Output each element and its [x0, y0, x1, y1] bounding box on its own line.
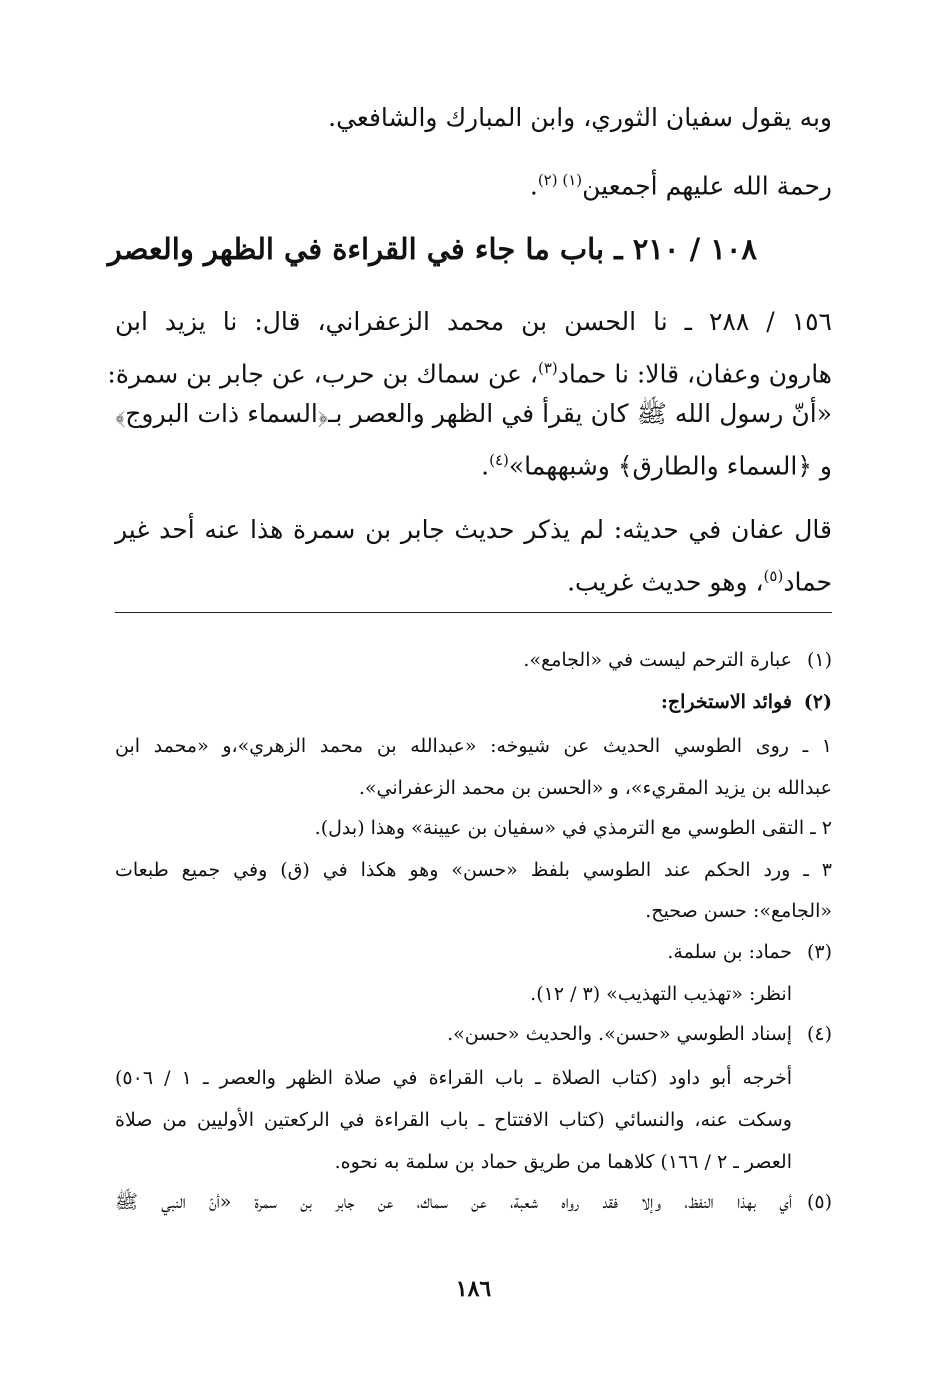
footnote-ref: (١) (٢): [537, 171, 583, 189]
text-span: .: [481, 451, 490, 481]
footnote-4: [447, 1018, 832, 1050]
footnote-separator: [115, 612, 832, 613]
footnote-line: [645, 895, 832, 927]
footnote-1: [523, 644, 832, 676]
footnote-ref: (٥): [763, 567, 784, 585]
footnote-line: [335, 1146, 792, 1178]
footnote-line: [359, 772, 832, 804]
text-span: ١٥٦ / ٢٨٨ ـ نا الحسن بن محمد الزعفراني، قال: نا يزيد ابن: [115, 307, 832, 336]
text-line: [115, 302, 832, 342]
footnote-number: (٤): [806, 1023, 832, 1045]
text-line: [567, 556, 832, 602]
text-line: [328, 98, 832, 138]
text-span: «أنّ رسول الله ﷺ كان يقرأ في الظهر والعصر بـ﴿السماء ذات البروج﴾: [115, 399, 832, 428]
text-span: .: [529, 171, 538, 201]
footnote-line: [115, 730, 832, 762]
text-span: رحمة الله عليهم أجمعين: [582, 171, 832, 201]
footnote-text: فوائد الاستخراج:: [660, 691, 792, 713]
footnote-text: أي بهذا النفظ، وإلا فقد رواه شعبة، عن سماك، عن جابر بن سمرة «أنّ النبي ﷺ: [115, 1191, 792, 1213]
footnote-line: [315, 812, 832, 844]
page-number: ١٨٦: [455, 1276, 492, 1302]
text-line: [107, 348, 832, 394]
footnote-text: حماد: بن سلمة.: [667, 941, 792, 963]
text-line: [115, 394, 832, 434]
footnote-line: [530, 978, 792, 1010]
chapter-heading: ١٠٨ / ٢١٠ ـ باب ما جاء في القراءة في الظهر والعصر: [107, 232, 757, 266]
footnote-line: [115, 854, 832, 886]
footnote-text: ١ ـ روى الطوسي الحديث عن شيوخه: «عبدالله بن محمد الزهري»،و «محمد ابن: [115, 735, 832, 757]
text-span: حماد: [783, 567, 832, 597]
footnote-line: [115, 1104, 792, 1136]
text-line: [115, 510, 832, 550]
footnote-line: [115, 1062, 792, 1094]
text-span: ، وهو حديث غريب.: [567, 567, 764, 597]
footnote-2: [661, 686, 832, 718]
footnote-text: العصر ـ ٢ / ١٦٦) كلاهما من طريق حماد بن سلمة به نحوه.: [334, 1151, 792, 1173]
footnote-5: [115, 1186, 832, 1218]
text-span: و ﴿السماء والطارق﴾ وشبههما»: [508, 451, 832, 481]
footnote-number: (٥): [806, 1191, 832, 1213]
footnote-text: «الجامع»: حسن صحيح.: [645, 900, 832, 922]
text-span: وبه يقول سفيان الثوري، وابن المبارك والشافعي.: [328, 103, 832, 132]
footnote-ref: (٣): [537, 359, 558, 377]
footnote-text: إسناد الطوسي «حسن». والحديث «حسن».: [447, 1023, 792, 1045]
footnote-text: وسكت عنه، والنسائي (كتاب الافتتاح ـ باب القراءة في الركعتين الأوليين من صلاة: [115, 1109, 792, 1131]
footnote-number: (٢): [803, 691, 832, 713]
text-line: [530, 160, 832, 206]
text-span: ، عن سماك بن حرب، عن جابر بن سمرة:: [107, 359, 538, 389]
footnote-text: عبدالله بن يزيد المقريء»، و «الحسن بن محمد الزعفراني».: [358, 777, 832, 799]
text-line: [481, 440, 832, 486]
footnote-ref: (٤): [489, 451, 509, 469]
footnote-text: عبارة الترحم ليست في «الجامع».: [523, 649, 792, 671]
text-span: قال عفان في حديثه: لم يذكر حديث جابر بن سمرة هذا عنه أحد غير: [115, 515, 832, 544]
footnote-number: (٣): [806, 941, 832, 963]
footnote-text: انظر: «تهذيب التهذيب» (٣ / ١٢).: [530, 983, 792, 1005]
footnote-text: ٢ ـ التقى الطوسي مع الترمذي في «سفيان بن عيينة» وهذا (بدل).: [314, 817, 832, 839]
footnote-3: [667, 936, 832, 968]
footnote-text: ٣ ـ ورد الحكم عند الطوسي بلفظ «حسن» وهو هكذا في (ق) وفي جميع طبعات: [115, 859, 832, 881]
footnote-text: أخرجه أبو داود (كتاب الصلاة ـ باب القراءة في صلاة الظهر والعصر ـ ١ / ٥٠٦): [115, 1067, 792, 1089]
text-span: هارون وعفان، قالا: نا حماد: [557, 359, 832, 389]
footnote-number: (١): [806, 649, 832, 671]
